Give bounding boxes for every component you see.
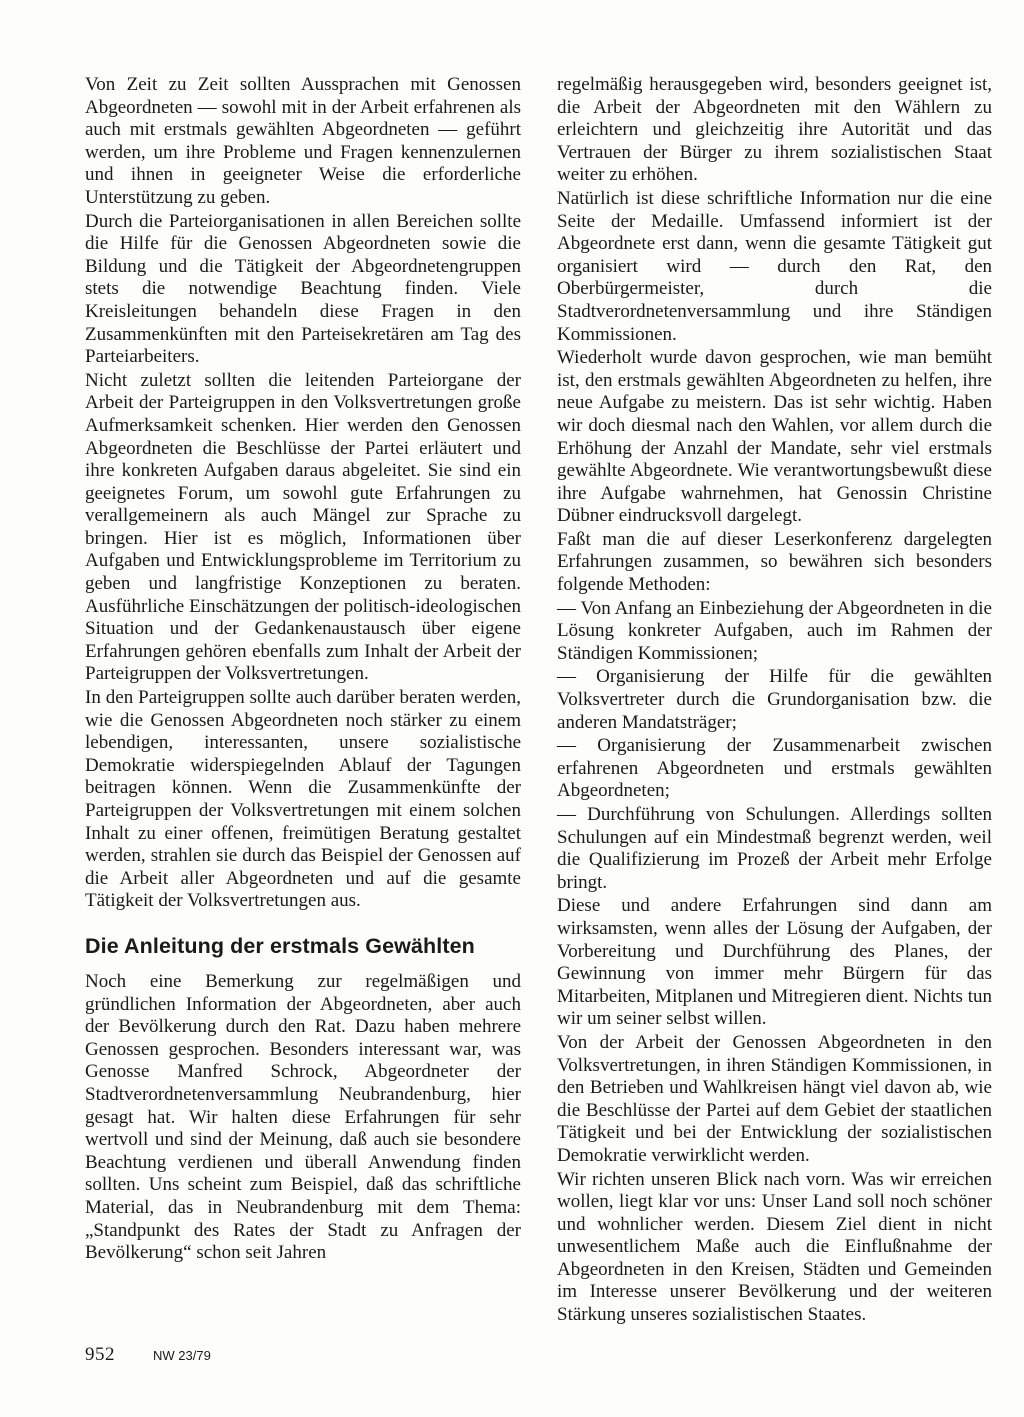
list-item: — Von Anfang an Einbeziehung der Abgeordneten in die Lösung konkreter Aufgaben, auch im Rahmen der Ständigen Kommissionen; [557, 597, 992, 664]
paragraph: Wiederholt wurde davon gesprochen, wie man bemüht ist, den erstmals gewählten Abgeordneten zu helfen, ihre neue Aufgabe zu meistern. Das ist sehr wichtig. Haben wir doch diesmal nach den Wahlen, vor allem durch die Erhöhung der Anzahl der Mandate, sehr viel erstmals gewählte Abgeordnete. Wie verantwortungsbewußt diese ihre Aufgabe wahrnehmen, hat Genossin Christine Dübner eindrucksvoll dargelegt. [557, 347, 992, 527]
paragraph: Durch die Parteiorganisationen in allen Bereichen sollte die Hilfe für die Genossen Abgeordneten sowie die Bildung und die Tätigkeit der Abgeordnetengruppen stets die notwendige Beachtung finden. Viele Kreisleitungen behandeln diese Fragen in den Zusammenkünften mit den Parteisekretären am Tag des Parteiarbeiters. [85, 210, 521, 368]
paragraph: regelmäßig herausgegeben wird, besonders geeignet ist, die Arbeit der Abgeordneten mit den Wählern zu erleichtern und gleichzeitig ihre Autorität und das Vertrauen der Bürger zu ihrem sozialistischen Staat weiter zu erhöhen. [557, 74, 992, 186]
paragraph: Noch eine Bemerkung zur regelmäßigen und gründlichen Information der Abgeordneten, aber auch der Bevölkerung durch den Rat. Dazu haben mehrere Genossen gesprochen. Besonders interessant war, was Genosse Manfred Schrock, Abgeordneter der Stadtverordnetenversammlung Neubrandenburg, hier gesagt hat. Wir halten diese Erfahrungen für sehr wertvoll und sind der Meinung, daß auch sie besondere Beachtung verdienen und überall Anwendung finden sollten. Uns scheint zum Beispiel, daß das schriftliche Material, das in Neubrandenburg mit dem Thema: „Standpunkt des Rates der Stadt zu Anfragen der Bevölkerung“ schon seit Jahren [85, 970, 521, 1264]
page-number: 952 [85, 1344, 115, 1365]
paragraph: Von der Arbeit der Genossen Abgeordneten in den Volksvertretungen, in ihren Ständigen Kommissionen, in den Betrieben und Wahlkreisen hängt viel davon ab, wie die Beschlüsse der Partei auf dem Gebiet der staatlichen Tätigkeit und bei der Entwicklung der sozialistischen Demokratie verwirklicht werden. [557, 1031, 992, 1166]
paragraph: Von Zeit zu Zeit sollten Aussprachen mit Genossen Abgeordneten — sowohl mit in der Arbeit erfahrenen als auch mit erstmals gewählten Abgeordneten — geführt werden, um ihre Probleme und Fragen kennenzulernen und ihnen in geeigneter Weise die erforderliche Unterstützung zu geben. [85, 74, 521, 208]
issue-reference: NW 23/79 [153, 1348, 211, 1363]
list-item: — Organisierung der Zusammenarbeit zwischen erfahrenen Abgeordneten und erstmals gewählten Abgeordneten; [557, 735, 992, 802]
list-item: — Organisierung der Hilfe für die gewählten Volksvertreter durch die Grundorganisation bzw. die anderen Mandatsträger; [557, 666, 992, 733]
page-footer [85, 1344, 211, 1366]
paragraph: Diese und andere Erfahrungen sind dann am wirksamsten, wenn alles der Lösung der Aufgaben, der Vorbereitung und Durchführung des Planes, der Gewinnung von immer mehr Bürgern für das Mitarbeiten, Mitplanen und Mitregieren dient. Nichts tun wir um seiner selbst willen. [557, 895, 992, 1030]
section-heading: Die Anleitung der erstmals Gewählten [85, 933, 475, 958]
paragraph: Natürlich ist diese schriftliche Information nur die eine Seite der Medaille. Umfassend informiert ist der Abgeordnete erst dann, wenn die gesamte Tätigkeit gut organisiert wird — durch den Rat, den Oberbürgermeister, durch die Stadtverordnetenversammlung und ihre Ständigen Kommissionen. [557, 187, 992, 345]
paragraph: Nicht zuletzt sollten die leitenden Parteiorgane der Arbeit der Parteigruppen in den Volksvertretungen große Aufmerksamkeit schenken. Hier werden den Genossen Abgeordneten die Beschlüsse der Partei erläutert und ihre konkreten Aufgaben daraus abgeleitet. Sie sind ein geeignetes Forum, um sowohl gute Erfahrungen zu verallgemeinern als auch Mängel zur Sprache zu bringen. Hier ist es möglich, Informationen über Aufgaben und Entwicklungsprobleme im Territorium zu geben und langfristige Konzeptionen zu beraten. Ausführliche Einschätzungen der politisch-ideologischen Situation und der Gedankenaustausch über eigene Erfahrungen gehören ebenfalls zum Inhalt der Arbeit der Parteigruppen der Volksvertretungen. [85, 369, 521, 685]
right-column [557, 74, 992, 1328]
list-item: — Durchführung von Schulungen. Allerdings sollten Schulungen auf ein Mindestmaß begrenzt werden, weil die Qualifizierung im Prozeß der Arbeit mehr Erfolge bringt. [557, 804, 992, 893]
paragraph: Faßt man die auf dieser Leserkonferenz dargelegten Erfahrungen zusammen, so bewähren sich besonders folgende Methoden: [557, 528, 992, 596]
paragraph: Wir richten unseren Blick nach vorn. Was wir erreichen wollen, liegt klar vor uns: Unser Land soll noch schöner und wohnlicher werden. Diesem Ziel dient in nicht unwesentlichem Maße auch die Einflußnahme der Abgeordneten in den Kreisen, Städten und Gemeinden im Interesse unserer Bevölkerung und der weiteren Stärkung unseres sozialistischen Staates. [557, 1168, 992, 1326]
left-column [85, 74, 521, 1266]
paragraph: In den Parteigruppen sollte auch darüber beraten werden, wie die Genossen Abgeordneten noch stärker zu einem lebendigen, interessanten, unsere sozialistische Demokratie widerspiegelnden Ablauf der Tagungen beitragen können. Wenn die Zusammenkünfte der Parteigruppen der Volksvertretungen mit einem solchen Inhalt zu einer offenen, freimütigen Beratung gestaltet werden, strahlen sie durch das Beispiel der Genossen auf die Arbeit aller Abgeordneten und auf die gesamte Tätigkeit der Volksvertretungen aus. [85, 687, 521, 912]
